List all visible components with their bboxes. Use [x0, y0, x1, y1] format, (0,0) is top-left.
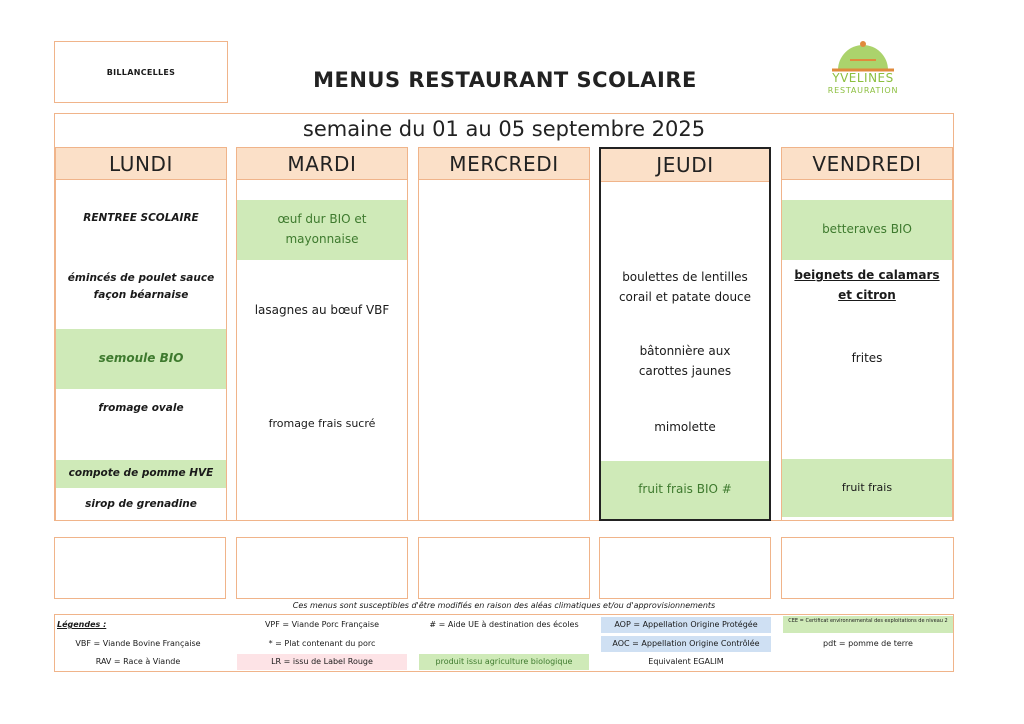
menu-item: fruit frais BIO #: [601, 461, 769, 519]
logo-line-1: YVELINES: [832, 71, 894, 85]
menu-item: boulettes de lentilles corail et patate douce: [618, 270, 752, 304]
legend-porc: * = Plat contenant du porc: [268, 639, 376, 648]
day-column-vendredi: [781, 147, 953, 521]
menu-item: mimolette: [654, 420, 716, 435]
day-body-jeudi: [601, 182, 769, 523]
legend-lr: LR = issu de Label Rouge: [237, 654, 407, 670]
day-header-lundi: LUNDI: [55, 147, 227, 180]
menu-item: compote de pomme HVE: [56, 460, 226, 488]
menu-item: RENTREE SCOLAIRE: [83, 212, 199, 225]
day-column-jeudi: [599, 147, 771, 521]
menu-item: fromage frais sucré: [268, 416, 376, 430]
empty-cell: [418, 537, 590, 599]
menu-item: semoule BIO: [56, 329, 226, 389]
empty-cell: [599, 537, 771, 599]
day-header-vendredi: VENDREDI: [781, 147, 953, 180]
day-header-mardi: MARDI: [236, 147, 408, 180]
document-title: MENUS RESTAURANT SCOLAIRE: [313, 68, 697, 92]
day-header-mercredi: MERCREDI: [418, 147, 590, 180]
week-title: semaine du 01 au 05 septembre 2025: [302, 117, 706, 141]
day-body-lundi: [55, 180, 227, 521]
day-body-mercredi: [418, 180, 590, 521]
legend-egalim: Equivalent EGALIM: [648, 657, 724, 666]
logo-line-2: RESTAURATION: [827, 86, 899, 95]
yvelines-restauration-logo: [808, 38, 918, 102]
legend-aide: # = Aide UE à destination des écoles: [429, 620, 579, 629]
menu-item: betteraves BIO: [782, 200, 952, 260]
menu-item: fruit frais: [782, 459, 952, 517]
legend-pdt: pdt = pomme de terre: [823, 639, 913, 648]
day-column-mardi: [236, 147, 408, 521]
menu-item: émincés de poulet sauce façon béarnaise: [67, 271, 215, 301]
legend-aop: AOP = Appellation Origine Protégée: [601, 617, 771, 633]
school-name-box: [54, 41, 228, 103]
logo-dome-icon: [808, 38, 918, 74]
legend-title: Légendes :: [57, 620, 107, 629]
legend-box: [54, 614, 954, 672]
menu-item: œuf dur BIO et mayonnaise: [237, 200, 407, 260]
day-header-jeudi: JEUDI: [601, 149, 769, 182]
menu-item: beignets de calamars et citron: [794, 268, 940, 302]
legend-rav: RAV = Race à Viande: [95, 657, 181, 666]
day-column-lundi: [55, 147, 227, 521]
school-name: BILLANCELLES: [106, 67, 176, 77]
day-body-mardi: [236, 180, 408, 521]
legend-aoc: AOC = Appellation Origine Contrôlée: [601, 636, 771, 652]
day-body-vendredi: [781, 180, 953, 521]
menu-item: sirop de grenadine: [85, 498, 197, 511]
legend-bio: produit issu agriculture biologique: [419, 654, 589, 670]
legend-cee: CEE = Certificat environnemental des exploitations de niveau 2: [783, 616, 953, 633]
menu-item: frites: [851, 351, 883, 366]
empty-cell: [236, 537, 408, 599]
legend-vpf: VPF = Viande Porc Française: [264, 620, 380, 629]
empty-cell: [781, 537, 954, 599]
legend-vbf: VBF = Viande Bovine Française: [75, 639, 201, 648]
disclaimer: Ces menus sont susceptibles d'être modifiés en raison des aléas climatiques et/ou d'approvisionnements: [292, 601, 716, 610]
menu-item: bâtonnière aux carottes jaunes: [638, 344, 732, 378]
menu-item: fromage ovale: [98, 402, 184, 415]
menu-item: lasagnes au bœuf VBF: [254, 303, 390, 318]
day-column-mercredi: [418, 147, 590, 521]
empty-cell: [54, 537, 226, 599]
